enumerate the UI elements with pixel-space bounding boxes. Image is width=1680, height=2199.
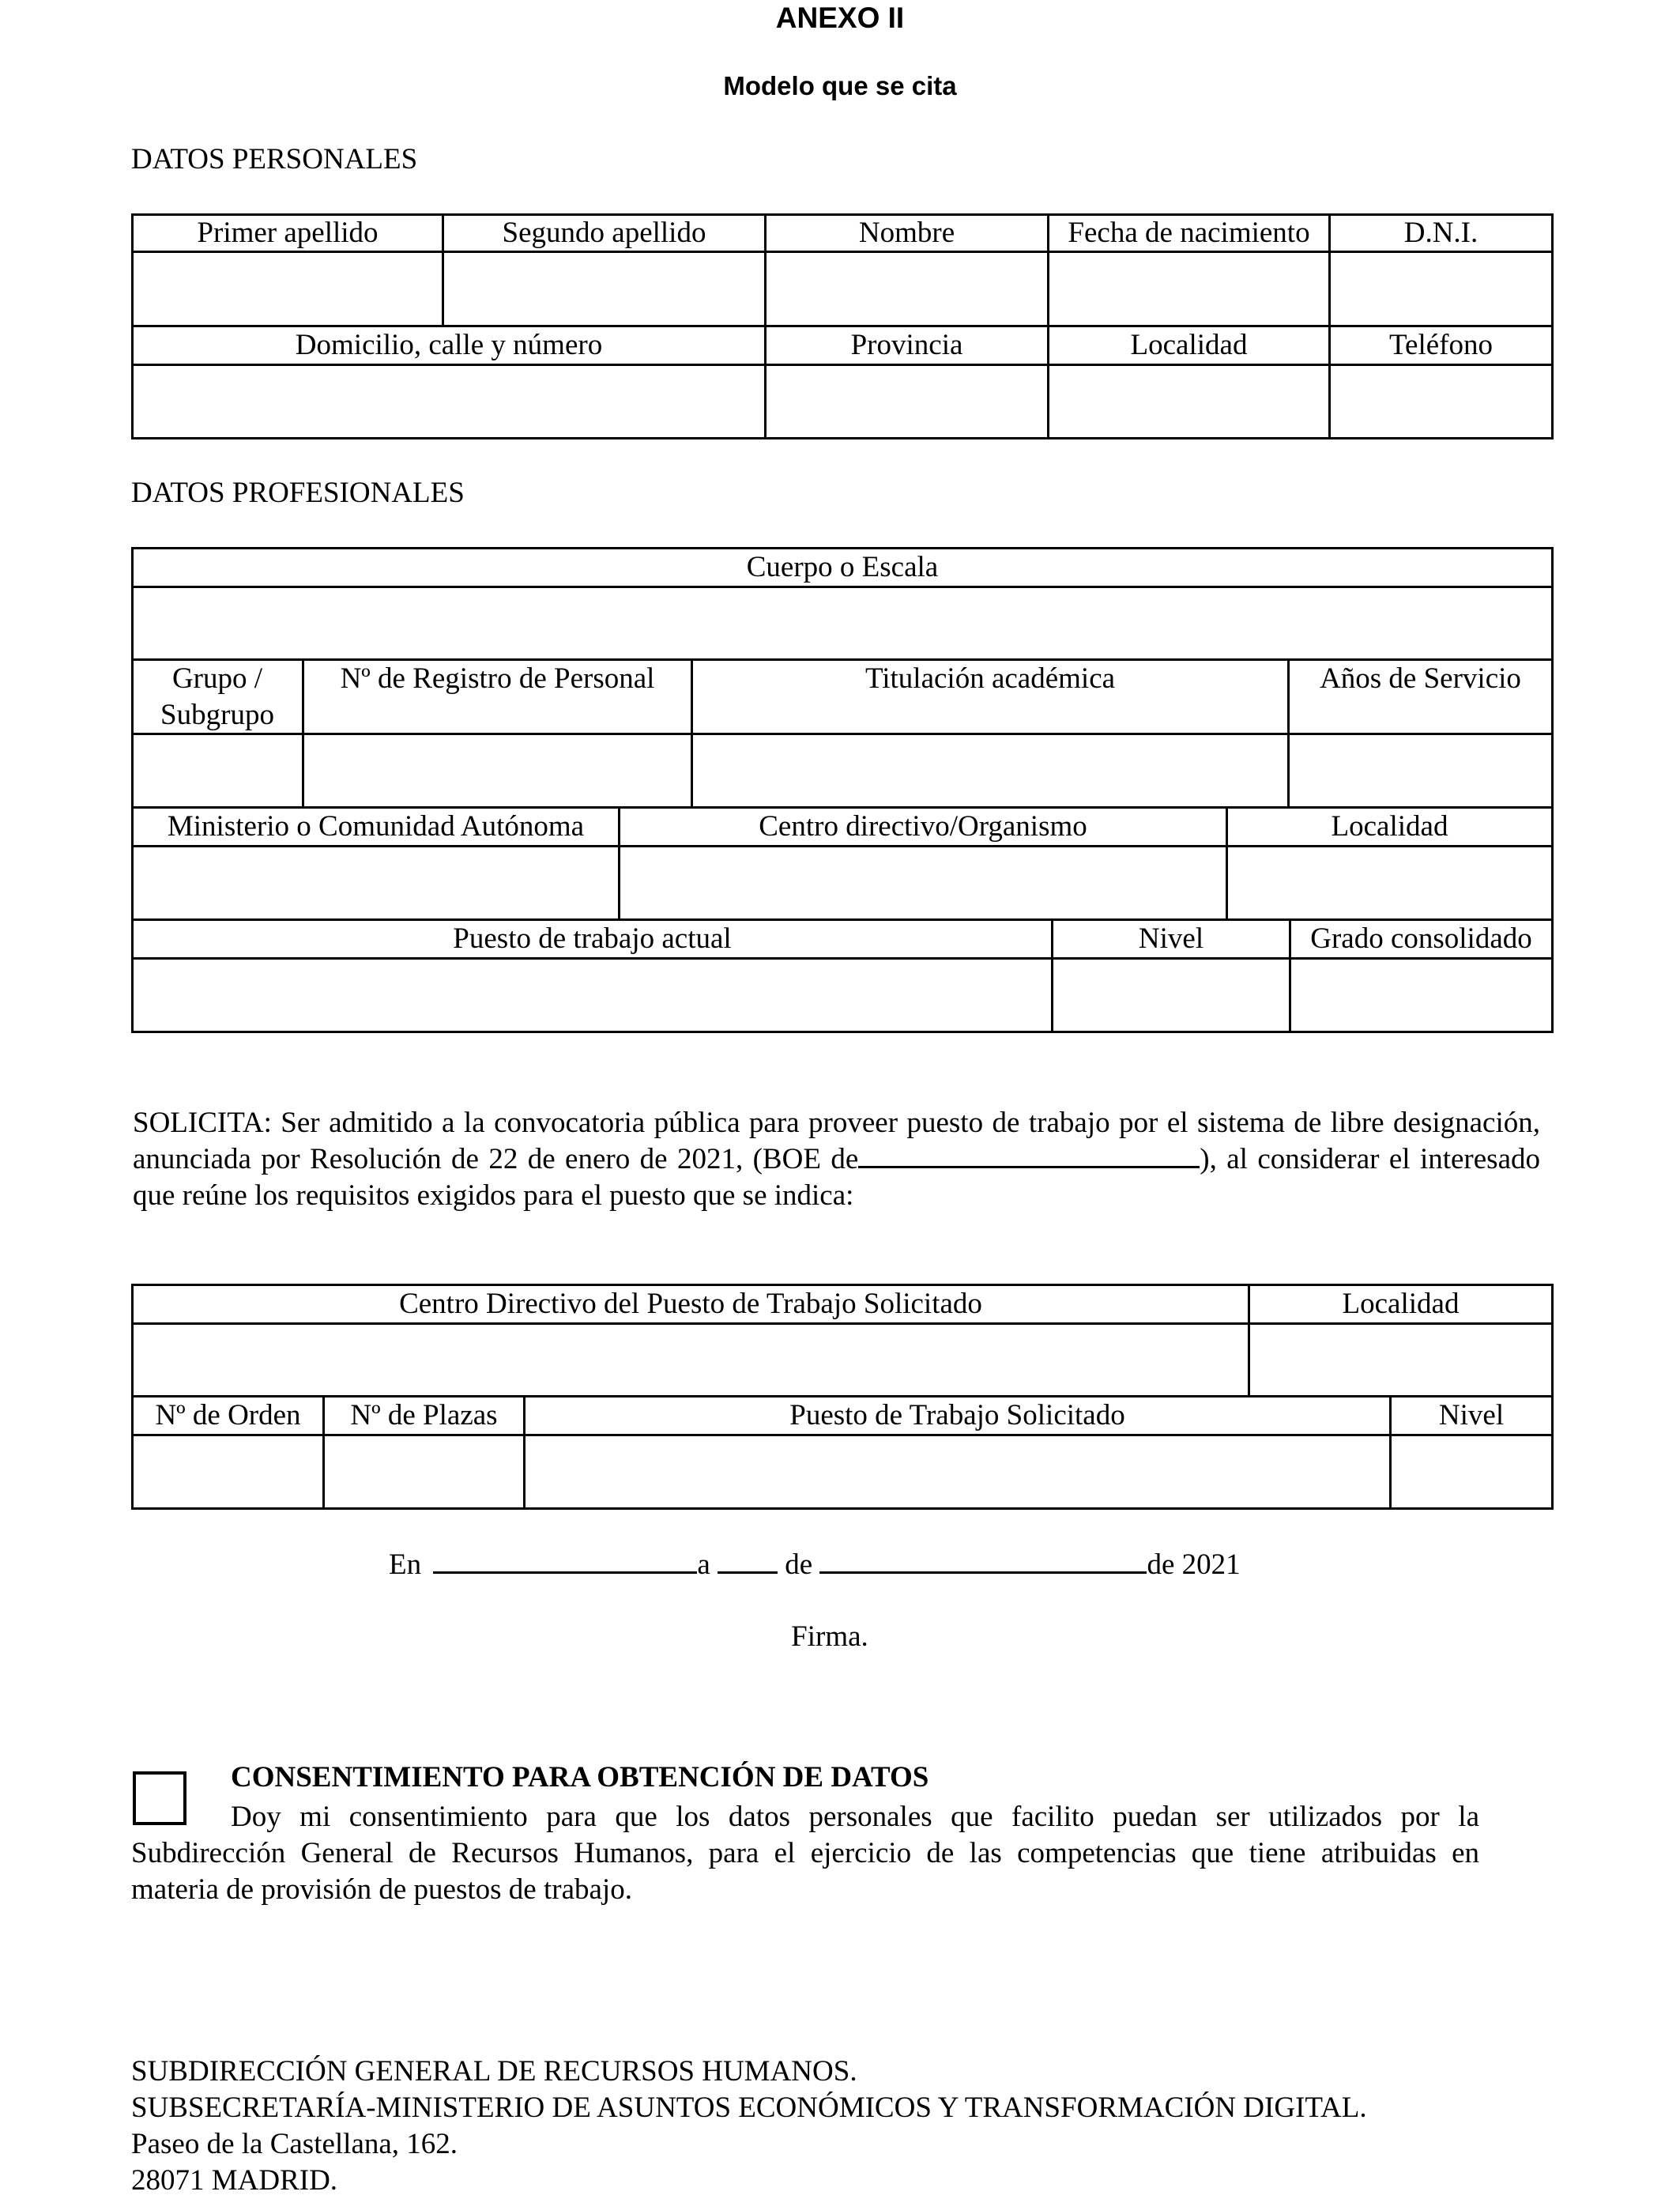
- telefono-field[interactable]: [1328, 364, 1554, 439]
- segundo-apellido-label: Segundo apellido: [502, 217, 706, 249]
- personal-section-title: DATOS PERSONALES: [131, 143, 418, 175]
- a-label: a: [697, 1548, 710, 1581]
- professional-section-title: DATOS PROFESIONALES: [131, 477, 465, 509]
- nombre-label: Nombre: [858, 217, 955, 249]
- domicilio-label: Domicilio, calle y número: [295, 329, 603, 361]
- place-blank[interactable]: [433, 1548, 697, 1574]
- fecha-nacimiento-field[interactable]: [1047, 251, 1331, 327]
- de-label: de: [785, 1548, 813, 1581]
- boe-date-blank[interactable]: [858, 1142, 1200, 1168]
- numero-orden-label: Nº de Orden: [155, 1399, 301, 1431]
- domicilio-field[interactable]: [131, 364, 767, 439]
- footer-line-3: Paseo de la Castellana, 162.: [131, 2128, 458, 2160]
- primer-apellido-label: Primer apellido: [197, 217, 379, 249]
- puesto-actual-label: Puesto de trabajo actual: [453, 922, 732, 955]
- dni-label: D.N.I.: [1403, 217, 1478, 249]
- solicita-text-part2: ), al considerar el interesado que reúne los requisitos exigidos para el puesto que se indica:: [133, 1143, 1540, 1212]
- registro-personal-label: Nº de Registro de Personal: [340, 662, 655, 695]
- nombre-field[interactable]: [764, 251, 1049, 327]
- provincia-field[interactable]: [764, 364, 1049, 439]
- cuerpo-escala-label: Cuerpo o Escala: [746, 551, 939, 583]
- segundo-apellido-field[interactable]: [442, 251, 767, 327]
- firma-label: Firma.: [791, 1620, 868, 1653]
- fecha-nacimiento-label: Fecha de nacimiento: [1068, 217, 1310, 249]
- consent-line-1: Doy mi consentimiento para que los datos personales que facilito puedan ser utilizados por la: [231, 1801, 1479, 1833]
- centro-directivo-label: Centro directivo/Organismo: [759, 810, 1087, 843]
- puesto-actual-field[interactable]: [131, 957, 1053, 1033]
- grupo-subgrupo-label: Grupo / Subgrupo: [160, 662, 274, 731]
- localidad-label: Localidad: [1130, 329, 1248, 361]
- en-label: En: [389, 1548, 422, 1581]
- grupo-subgrupo-field[interactable]: [131, 733, 304, 809]
- nivel-solicitado-field[interactable]: [1389, 1434, 1554, 1510]
- dni-field[interactable]: [1328, 251, 1554, 327]
- nivel-label: Nivel: [1138, 922, 1204, 955]
- centro-solicitado-field[interactable]: [131, 1322, 1250, 1397]
- consent-line-2: Subdirección General de Recursos Humanos, para el ejercicio de las competencias que tiene atribuidas en: [131, 1837, 1479, 1869]
- primer-apellido-field[interactable]: [131, 251, 444, 327]
- document-subtitle: Modelo que se cita: [723, 71, 957, 100]
- footer-line-2: SUBSECRETARÍA-MINISTERIO DE ASUNTOS ECONÓMICOS Y TRANSFORMACIÓN DIGITAL.: [131, 2092, 1367, 2124]
- nivel-field[interactable]: [1051, 957, 1291, 1033]
- year-label: de 2021: [1147, 1548, 1241, 1581]
- day-blank[interactable]: [718, 1548, 778, 1574]
- solicita-text-part1: SOLICITA: Ser admitido a la convocatoria pública para proveer puesto de trabajo por el sistema de libre designación, anunciada por Resolución de 22 de enero de 2021, (BOE de: [133, 1107, 1540, 1175]
- numero-orden-field[interactable]: [131, 1434, 325, 1510]
- grado-consolidado-field[interactable]: [1289, 957, 1554, 1033]
- consent-paragraph: [131, 1799, 1479, 1908]
- nivel-solicitado-label: Nivel: [1438, 1399, 1505, 1431]
- date-line: [389, 1547, 1241, 1583]
- grado-consolidado-label: Grado consolidado: [1310, 922, 1532, 955]
- document-title: ANEXO II: [775, 2, 905, 34]
- footer-line-1: SUBDIRECCIÓN GENERAL DE RECURSOS HUMANOS.: [131, 2055, 857, 2088]
- puesto-solicitado-label: Puesto de Trabajo Solicitado: [789, 1399, 1125, 1431]
- provincia-label: Provincia: [850, 329, 963, 361]
- footer-line-4: 28071 MADRID.: [131, 2164, 338, 2197]
- anos-servicio-field[interactable]: [1287, 733, 1554, 809]
- localidad-solicitado-label: Localidad: [1342, 1288, 1460, 1320]
- titulacion-field[interactable]: [691, 733, 1290, 809]
- cuerpo-escala-field[interactable]: [131, 586, 1554, 661]
- registro-personal-field[interactable]: [302, 733, 693, 809]
- numero-plazas-label: Nº de Plazas: [350, 1399, 498, 1431]
- telefono-label: Teléfono: [1389, 329, 1493, 361]
- numero-plazas-field[interactable]: [322, 1434, 525, 1510]
- localidad-solicitado-field[interactable]: [1248, 1322, 1554, 1397]
- puesto-solicitado-field[interactable]: [523, 1434, 1392, 1510]
- localidad-field[interactable]: [1047, 364, 1331, 439]
- consent-line-3: materia de provisión de puestos de trabajo.: [131, 1873, 632, 1906]
- titulacion-label: Titulación académica: [864, 662, 1116, 695]
- consent-title: CONSENTIMIENTO PARA OBTENCIÓN DE DATOS: [231, 1761, 929, 1794]
- anos-servicio-label: Años de Servicio: [1320, 662, 1521, 695]
- ministerio-field[interactable]: [131, 845, 620, 921]
- centro-solicitado-label: Centro Directivo del Puesto de Trabajo Solicitado: [399, 1288, 982, 1320]
- ministerio-label: Ministerio o Comunidad Autónoma: [167, 810, 585, 843]
- centro-directivo-field[interactable]: [618, 845, 1228, 921]
- localidad-prof-label: Localidad: [1331, 810, 1448, 843]
- localidad-prof-field[interactable]: [1226, 845, 1554, 921]
- solicita-paragraph: [133, 1105, 1540, 1214]
- month-blank[interactable]: [819, 1548, 1147, 1574]
